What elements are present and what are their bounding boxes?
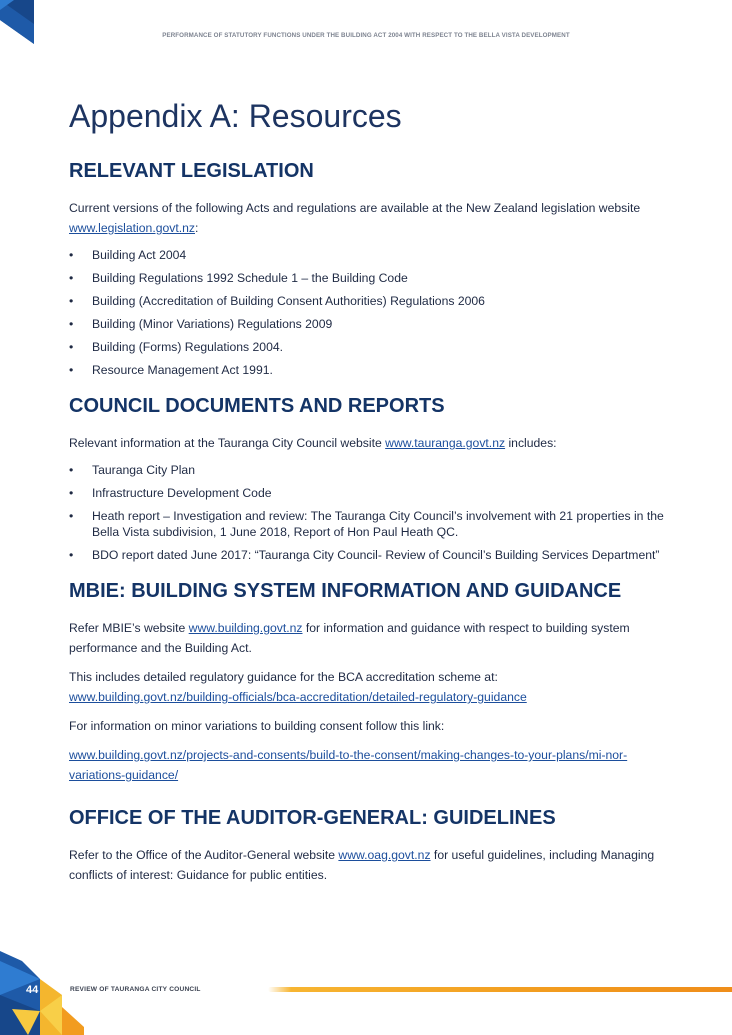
- oag-heading: OFFICE OF THE AUDITOR-GENERAL: GUIDELINES: [69, 807, 556, 829]
- bca-guidance-link[interactable]: www.building.govt.nz/building-officials/bca-accreditation/detailed-regulatory-guidance: [69, 690, 527, 704]
- list-item-text: Building (Accreditation of Building Consent Authorities) Regulations 2006: [92, 294, 485, 308]
- list-item: [69, 485, 669, 501]
- bullet-icon: •: [69, 294, 74, 308]
- bullet-icon: •: [69, 363, 74, 377]
- running-header: PERFORMANCE OF STATUTORY FUNCTIONS UNDER THE BUILDING ACT 2004 WITH RESPECT TO THE BELLA VISTA DEVELOPMENT: [162, 32, 570, 39]
- mbie-p1-suffix: for information and guidance with respect to building system performance and the Building Act.: [69, 621, 630, 655]
- bullet-icon: •: [69, 340, 74, 354]
- mbie-paragraph-1: [69, 618, 669, 658]
- oag-website-link[interactable]: www.oag.govt.nz: [338, 848, 431, 862]
- bullet-icon: •: [69, 271, 74, 285]
- bullet-icon: •: [69, 463, 74, 477]
- list-item-text: Building Act 2004: [92, 248, 187, 262]
- mbie-paragraph-2: [69, 667, 669, 707]
- council-list: [69, 462, 669, 563]
- list-item-text: Heath report – Investigation and review: The Tauranga City Council’s involvement with 21 properties in the Bella Vista subdivision, 1 June 2018, Report of Hon Paul Heath QC.: [92, 509, 664, 539]
- oag-paragraph: [69, 845, 669, 885]
- list-item-text: Building (Forms) Regulations 2004.: [92, 340, 284, 354]
- page-content: [69, 96, 669, 894]
- list-item-text: Infrastructure Development Code: [92, 486, 272, 500]
- list-item-text: Building (Minor Variations) Regulations 2009: [92, 317, 333, 331]
- legislation-list: [69, 247, 669, 378]
- mbie-paragraph-4: [69, 745, 669, 785]
- mbie-p2-text: This includes detailed regulatory guidance for the BCA accreditation scheme at:: [69, 670, 498, 684]
- mbie-website-link[interactable]: www.building.govt.nz: [188, 621, 303, 635]
- footer-label: REVIEW OF TAURANGA CITY COUNCIL: [70, 986, 201, 993]
- list-item-text: Tauranga City Plan: [92, 463, 195, 477]
- oag-p1-text: Refer to the Office of the Auditor-General website: [69, 848, 339, 862]
- list-item: [69, 270, 669, 286]
- council-intro-suffix: includes:: [505, 436, 557, 450]
- mbie-p1-text: Refer MBIE’s website: [69, 621, 189, 635]
- list-item-text: Building Regulations 1992 Schedule 1 – the Building Code: [92, 271, 408, 285]
- list-item-text: BDO report dated June 2017: “Tauranga City Council- Review of Council’s Building Services Department”: [92, 548, 660, 562]
- list-item: [69, 247, 669, 263]
- bullet-icon: •: [69, 548, 74, 562]
- page-title: Appendix A: Resources: [69, 98, 402, 134]
- footer-divider: [268, 987, 732, 992]
- council-intro-text: Relevant information at the Tauranga City Council website: [69, 436, 386, 450]
- minor-variations-link[interactable]: www.building.govt.nz/projects-and-consents/build-to-the-consent/making-changes-to-your-plans/mi-nor-variations-guidance/: [69, 748, 628, 782]
- bullet-icon: •: [69, 248, 74, 262]
- list-item: [69, 316, 669, 332]
- list-item: [69, 547, 669, 563]
- mbie-paragraph-3: For information on minor variations to building consent follow this link:: [69, 719, 445, 733]
- legislation-intro: [69, 198, 669, 238]
- council-heading: COUNCIL DOCUMENTS AND REPORTS: [69, 395, 445, 417]
- oag-p1-suffix: for useful guidelines, including Managing conflicts of interest: Guidance for public entities.: [69, 848, 655, 882]
- list-item-text: Resource Management Act 1991.: [92, 363, 273, 377]
- bullet-icon: •: [69, 317, 74, 331]
- legislation-website-link[interactable]: www.legislation.govt.nz: [69, 221, 195, 235]
- list-item: [69, 293, 669, 309]
- page-number: 44: [26, 984, 39, 996]
- list-item: [69, 339, 669, 355]
- council-intro: [69, 433, 669, 453]
- legislation-intro-suffix: :: [195, 221, 199, 235]
- legislation-heading: RELEVANT LEGISLATION: [69, 160, 314, 182]
- corner-decoration-top: [0, 0, 40, 46]
- legislation-intro-text: Current versions of the following Acts and regulations are available at the New Zealand legislation website: [69, 201, 641, 215]
- list-item: [69, 362, 669, 378]
- bullet-icon: •: [69, 486, 74, 500]
- list-item: [69, 508, 669, 540]
- footer-decoration: [0, 951, 90, 1035]
- bullet-icon: •: [69, 509, 74, 523]
- list-item: [69, 462, 669, 478]
- mbie-heading: MBIE: BUILDING SYSTEM INFORMATION AND GUIDANCE: [69, 580, 622, 602]
- council-website-link[interactable]: www.tauranga.govt.nz: [385, 436, 506, 450]
